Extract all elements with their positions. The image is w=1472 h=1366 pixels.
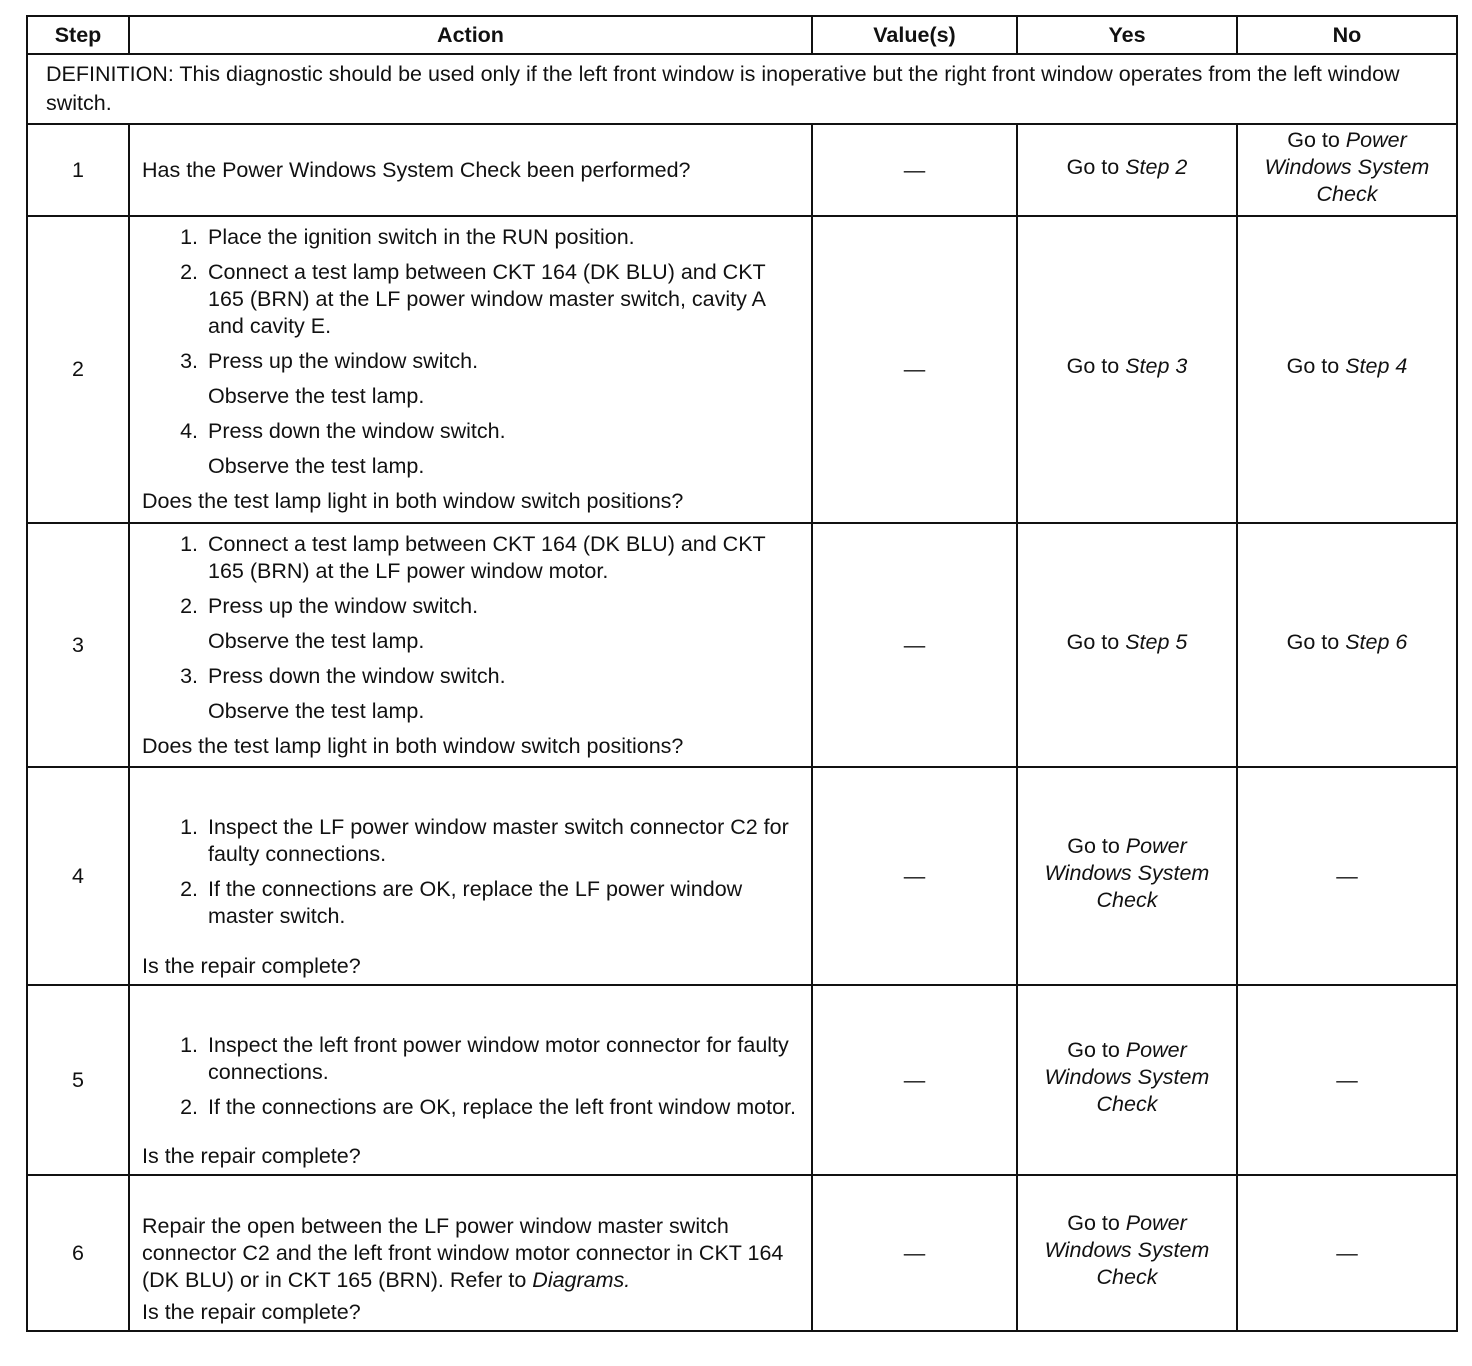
header-yes: Yes <box>1017 16 1237 54</box>
header-action: Action <box>129 16 812 54</box>
action-question: Does the test lamp light in both window switch positions? <box>142 733 684 758</box>
item-number: 1. <box>180 1032 198 1057</box>
yes-cell <box>1017 1175 1237 1331</box>
action-question: Is the repair complete? <box>142 1300 361 1324</box>
action-list <box>142 224 801 480</box>
list-item <box>142 224 801 251</box>
item-text: Press down the window switch. <box>208 419 506 443</box>
list-item <box>142 593 801 620</box>
item-number: 2. <box>180 593 198 618</box>
goto-label: Go to <box>1286 629 1346 654</box>
action-cell <box>129 523 812 767</box>
action-cell <box>129 124 812 216</box>
item-number: 2. <box>180 877 198 901</box>
goto-target: Step 4 <box>1345 354 1408 378</box>
goto-label: Go to <box>1067 833 1126 858</box>
item-text: Press up the window switch. <box>208 349 479 373</box>
item-text: Inspect the left front power window motor connector for faulty connections. <box>208 1032 789 1084</box>
definition-text: DEFINITION: This diagnostic should be used only if the left front window is inoperative but the right front window operates from the left window switch. <box>27 54 1457 124</box>
action-cell <box>129 1175 812 1331</box>
goto-label: Go to <box>1067 1210 1126 1235</box>
goto-target: Step 6 <box>1345 629 1408 654</box>
step-number: 1 <box>27 124 129 216</box>
value-cell: — <box>812 124 1017 216</box>
item-number: 2. <box>180 260 198 284</box>
step-number: 2 <box>27 216 129 523</box>
item-number: 1. <box>180 225 198 249</box>
item-text: Inspect the LF power window master switch connector C2 for faulty connections. <box>208 815 789 866</box>
value-cell: — <box>812 985 1017 1175</box>
item-number: 3. <box>180 663 198 688</box>
table-row <box>27 523 1457 767</box>
goto-target: Power Windows System Check <box>1264 128 1430 206</box>
item-text: Press up the window switch. <box>208 593 479 618</box>
goto-label: Go to <box>1066 629 1126 654</box>
item-text: Press down the window switch. <box>208 663 506 688</box>
item-number: 1. <box>180 815 198 839</box>
goto-label: Go to <box>1286 354 1346 378</box>
header-row <box>27 16 1457 54</box>
list-item <box>142 1094 801 1121</box>
value-cell: — <box>812 523 1017 767</box>
goto-label: Go to <box>1287 128 1346 152</box>
diagnostic-table <box>26 15 1458 1332</box>
list-item <box>142 531 801 585</box>
table-row <box>27 1175 1457 1331</box>
diagrams-reference: Diagrams. <box>532 1267 631 1292</box>
action-question: Does the test lamp light in both window switch positions? <box>142 489 684 513</box>
table-row <box>27 216 1457 523</box>
definition-row <box>27 54 1457 124</box>
item-number: 1. <box>180 531 198 556</box>
item-text: If the connections are OK, replace the left front window motor. <box>208 1094 796 1119</box>
goto-target: Step 2 <box>1125 154 1188 179</box>
yes-cell <box>1017 124 1237 216</box>
action-cell <box>129 985 812 1175</box>
header-no: No <box>1237 16 1457 54</box>
list-item <box>142 876 801 930</box>
table-row <box>27 985 1457 1175</box>
goto-target: Power Windows System Check <box>1044 833 1210 912</box>
item-text: If the connections are OK, replace the LF power window master switch. <box>208 877 743 928</box>
list-item <box>142 348 801 375</box>
item-text: Connect a test lamp between CKT 164 (DK BLU) and CKT 165 (BRN) at the LF power window master switch, cavity A and cavity E. <box>208 260 766 338</box>
goto-target: Step 5 <box>1125 629 1188 654</box>
goto-target: Power Windows System Check <box>1044 1210 1210 1289</box>
yes-cell <box>1017 523 1237 767</box>
yes-cell <box>1017 985 1237 1175</box>
goto-label: Go to <box>1066 154 1126 179</box>
item-subtext: Observe the test lamp. <box>208 384 425 408</box>
action-list <box>142 814 801 930</box>
step-number: 4 <box>27 767 129 985</box>
no-cell: — <box>1237 985 1457 1175</box>
action-cell <box>129 216 812 523</box>
action-cell <box>129 767 812 985</box>
goto-target: Power Windows System Check <box>1044 1037 1210 1116</box>
item-subtext: Observe the test lamp. <box>208 698 425 723</box>
goto-target: Step 3 <box>1125 354 1188 378</box>
value-cell: — <box>812 1175 1017 1331</box>
item-number: 2. <box>180 1094 198 1119</box>
goto-label: Go to <box>1067 1037 1126 1062</box>
action-question: Is the repair complete? <box>142 1144 361 1168</box>
yes-cell <box>1017 767 1237 985</box>
header-step: Step <box>27 16 129 54</box>
list-item <box>142 1032 801 1086</box>
no-cell <box>1237 124 1457 216</box>
list-item <box>142 259 801 340</box>
item-number: 3. <box>180 349 198 373</box>
step-number: 3 <box>27 523 129 767</box>
list-item <box>142 418 801 445</box>
action-question: Has the Power Windows System Check been performed? <box>142 157 691 182</box>
action-question: Is the repair complete? <box>142 954 361 978</box>
no-cell <box>1237 216 1457 523</box>
step-number: 5 <box>27 985 129 1175</box>
action-list <box>142 1032 801 1121</box>
no-cell <box>1237 523 1457 767</box>
header-values: Value(s) <box>812 16 1017 54</box>
item-subtext: Observe the test lamp. <box>208 454 425 478</box>
yes-cell <box>1017 216 1237 523</box>
step-number: 6 <box>27 1175 129 1331</box>
action-list <box>142 531 801 725</box>
table-row <box>27 124 1457 216</box>
item-number: 4. <box>180 419 198 443</box>
list-item <box>142 814 801 868</box>
item-text: Connect a test lamp between CKT 164 (DK BLU) and CKT 165 (BRN) at the LF power window motor. <box>208 531 766 583</box>
value-cell: — <box>812 767 1017 985</box>
goto-label: Go to <box>1066 354 1126 378</box>
item-subtext: Observe the test lamp. <box>208 628 425 653</box>
item-text: Place the ignition switch in the RUN position. <box>208 225 635 249</box>
paragraph-text: Repair the open between the LF power window master switch connector C2 and the left front window motor connector in CKT 164 (DK BLU) or in CKT 165 (BRN). Refer to <box>142 1213 784 1292</box>
no-cell: — <box>1237 1175 1457 1331</box>
action-paragraph <box>142 1213 801 1294</box>
no-cell: — <box>1237 767 1457 985</box>
list-item <box>142 663 801 690</box>
table-row <box>27 767 1457 985</box>
value-cell: — <box>812 216 1017 523</box>
